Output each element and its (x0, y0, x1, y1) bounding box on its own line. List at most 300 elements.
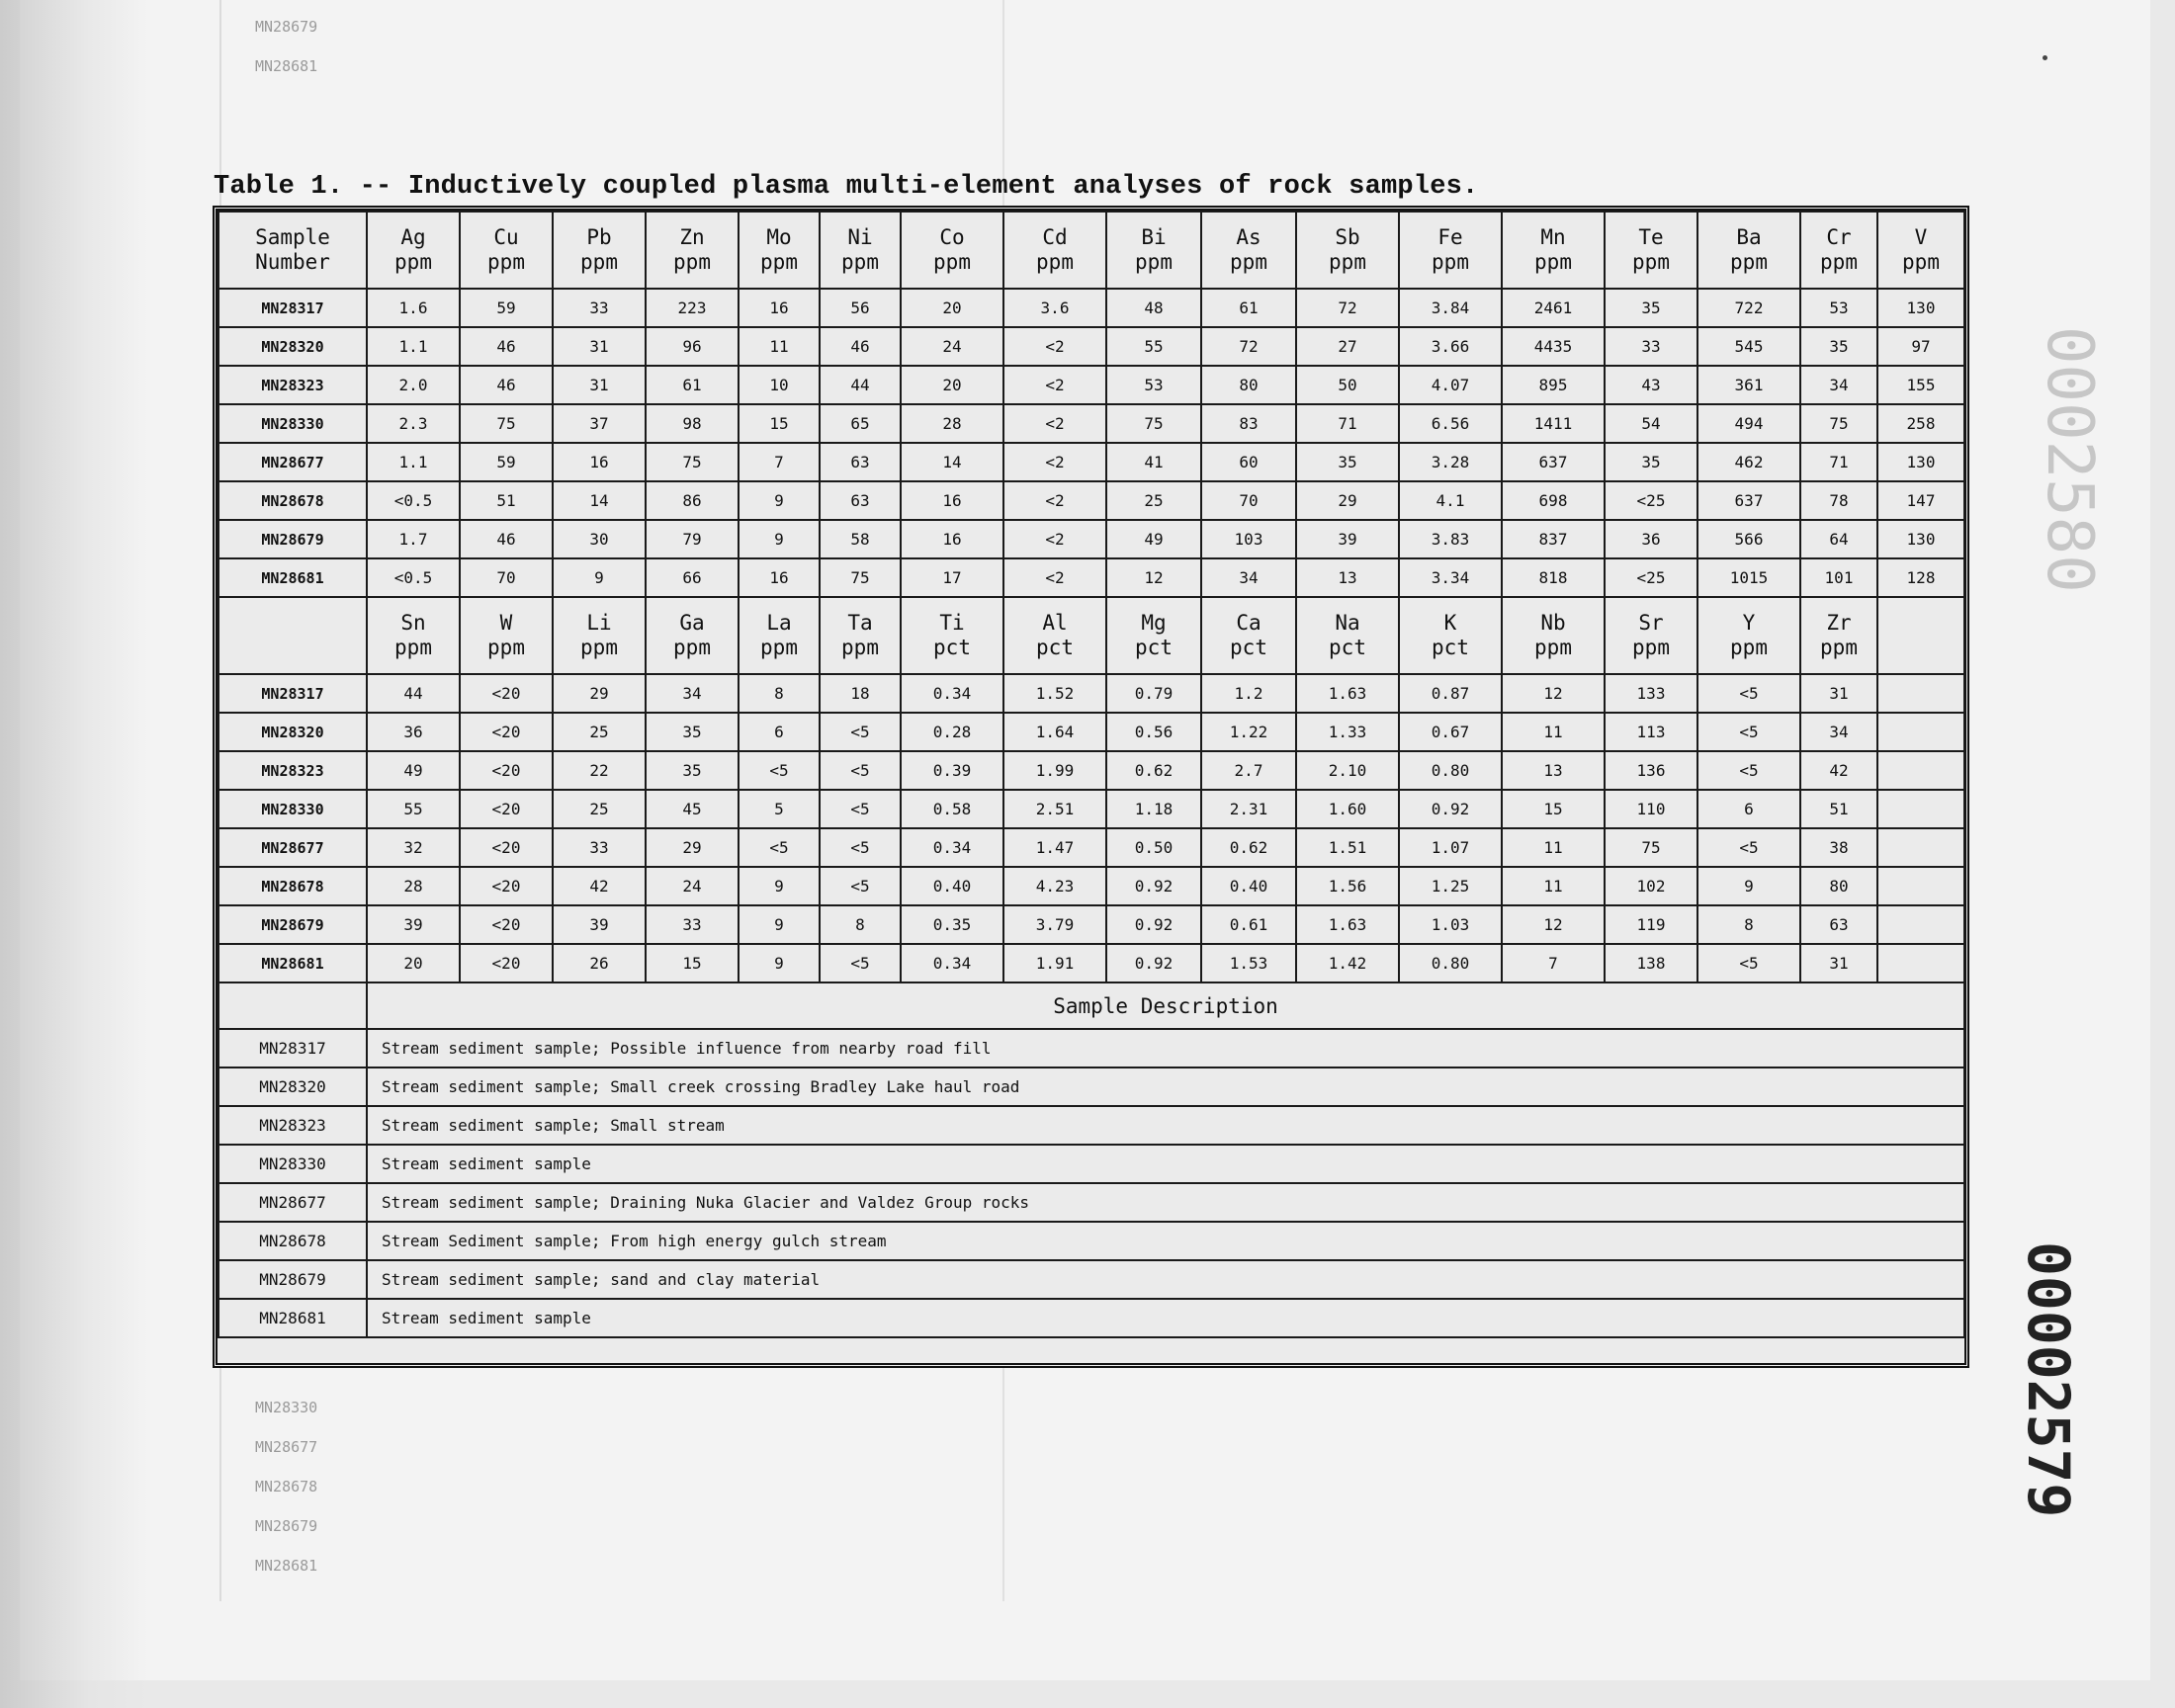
value-cell: 29 (553, 674, 646, 713)
element-symbol: Pb (586, 225, 612, 249)
value-cell: 17 (901, 558, 1003, 597)
description-header-row (218, 982, 1964, 1029)
value-cell: 72 (1296, 289, 1399, 327)
value-cell: 0.58 (901, 790, 1003, 828)
value-cell: 79 (646, 520, 739, 558)
value-cell: 80 (1201, 366, 1296, 404)
value-cell: 38 (1800, 828, 1877, 867)
column-header (1106, 597, 1201, 674)
value-cell: 4435 (1502, 327, 1605, 366)
element-symbol: Ca (1236, 611, 1262, 635)
value-cell: 0.87 (1399, 674, 1502, 713)
table-row (218, 790, 1964, 828)
value-cell: 46 (460, 520, 553, 558)
value-cell: 1.56 (1296, 867, 1399, 905)
value-cell: 637 (1697, 481, 1800, 520)
element-symbol: Ta (847, 611, 873, 635)
value-cell: <20 (460, 790, 553, 828)
value-cell: 6.56 (1399, 404, 1502, 443)
unit-label: ppm (1230, 250, 1267, 274)
sample-id: MN28323 (218, 1106, 367, 1145)
unit-label: ppm (1534, 636, 1572, 659)
sample-id: MN28679 (218, 905, 367, 944)
value-cell: 11 (1502, 828, 1605, 867)
table-row (218, 404, 1964, 443)
value-cell: 60 (1201, 443, 1296, 481)
value-cell (1877, 905, 1964, 944)
value-cell: <5 (739, 828, 820, 867)
sample-id: MN28330 (218, 1145, 367, 1183)
ghost-label: MN28677 (255, 1438, 318, 1456)
unit-label: ppm (580, 250, 618, 274)
column-header (1003, 597, 1106, 674)
table-row (218, 713, 1964, 751)
sample-description: Stream sediment sample; Possible influence from nearby road fill (367, 1029, 1964, 1068)
sample-description-header: Sample Description (367, 982, 1964, 1029)
column-header (1800, 597, 1877, 674)
element-symbol: Cd (1042, 225, 1068, 249)
value-cell: 86 (646, 481, 739, 520)
element-symbol: K (1443, 611, 1457, 635)
value-cell: 15 (739, 404, 820, 443)
value-cell: 9 (739, 481, 820, 520)
header-row (218, 597, 1964, 674)
element-symbol: W (499, 611, 513, 635)
unit-label: ppm (760, 636, 798, 659)
value-cell: 0.35 (901, 905, 1003, 944)
value-cell: 1.03 (1399, 905, 1502, 944)
sample-number-header (218, 597, 367, 674)
value-cell: <20 (460, 751, 553, 790)
value-cell: 130 (1877, 289, 1964, 327)
value-cell: 16 (901, 481, 1003, 520)
value-cell: 8 (739, 674, 820, 713)
value-cell (1877, 713, 1964, 751)
value-cell: 0.92 (1106, 944, 1201, 982)
description-row (218, 1299, 1964, 1337)
value-cell: 28 (367, 867, 460, 905)
unit-label: ppm (394, 636, 432, 659)
value-cell: 51 (1800, 790, 1877, 828)
value-cell: 494 (1697, 404, 1800, 443)
element-symbol: Mn (1540, 225, 1566, 249)
description-row (218, 1183, 1964, 1222)
value-cell (1877, 674, 1964, 713)
value-cell: 33 (1605, 327, 1697, 366)
value-cell: 1.53 (1201, 944, 1296, 982)
column-header (646, 597, 739, 674)
sample-description: Stream Sediment sample; From high energy gulch stream (367, 1222, 1964, 1260)
value-cell: <5 (1697, 713, 1800, 751)
value-cell: 818 (1502, 558, 1605, 597)
table-row (218, 289, 1964, 327)
value-cell: 837 (1502, 520, 1605, 558)
value-cell: 2.0 (367, 366, 460, 404)
value-cell: <2 (1003, 481, 1106, 520)
value-cell: 9 (739, 944, 820, 982)
value-cell: 26 (553, 944, 646, 982)
value-cell: 0.50 (1106, 828, 1201, 867)
value-cell: 4.1 (1399, 481, 1502, 520)
value-cell: 83 (1201, 404, 1296, 443)
ghost-label: MN28679 (255, 18, 318, 36)
value-cell: 27 (1296, 327, 1399, 366)
value-cell: 101 (1800, 558, 1877, 597)
element-symbol: Sb (1335, 225, 1360, 249)
value-cell: 462 (1697, 443, 1800, 481)
unit-label: ppm (487, 250, 525, 274)
sample-id: MN28679 (218, 520, 367, 558)
value-cell: 16 (901, 520, 1003, 558)
value-cell: 103 (1201, 520, 1296, 558)
value-cell: 9 (553, 558, 646, 597)
value-cell: 1.1 (367, 327, 460, 366)
sample-id: MN28678 (218, 1222, 367, 1260)
sample-id: MN28320 (218, 713, 367, 751)
value-cell: <25 (1605, 558, 1697, 597)
unit-label: ppm (1730, 636, 1768, 659)
value-cell: 1015 (1697, 558, 1800, 597)
value-cell: 10 (739, 366, 820, 404)
element-symbol: Sn (400, 611, 426, 635)
element-symbol: La (766, 611, 792, 635)
sample-id: MN28681 (218, 558, 367, 597)
value-cell: 3.34 (1399, 558, 1502, 597)
column-header (901, 212, 1003, 289)
value-cell: 71 (1296, 404, 1399, 443)
unit-label: ppm (580, 636, 618, 659)
value-cell: 0.79 (1106, 674, 1201, 713)
unit-label: ppm (1902, 250, 1940, 274)
value-cell: 35 (646, 751, 739, 790)
value-cell: 138 (1605, 944, 1697, 982)
value-cell: 0.92 (1106, 905, 1201, 944)
value-cell (1877, 790, 1964, 828)
unit-label: ppm (1632, 636, 1670, 659)
description-row (218, 1106, 1964, 1145)
sample-description: Stream sediment sample (367, 1145, 1964, 1183)
unit-label: ppm (673, 250, 711, 274)
value-cell: 31 (553, 327, 646, 366)
value-cell: 130 (1877, 520, 1964, 558)
description-row (218, 1260, 1964, 1299)
value-cell: 6 (1697, 790, 1800, 828)
value-cell: 75 (646, 443, 739, 481)
value-cell: <2 (1003, 404, 1106, 443)
value-cell: <5 (820, 790, 901, 828)
sample-description: Stream sediment sample (367, 1299, 1964, 1337)
unit-label: ppm (1329, 250, 1366, 274)
value-cell: <20 (460, 674, 553, 713)
value-cell: 34 (1800, 366, 1877, 404)
value-cell: <5 (1697, 828, 1800, 867)
value-cell: <20 (460, 713, 553, 751)
value-cell: 34 (1800, 713, 1877, 751)
ghost-label: MN28330 (255, 1399, 318, 1416)
value-cell: 14 (553, 481, 646, 520)
value-cell: 66 (646, 558, 739, 597)
value-cell: 25 (553, 790, 646, 828)
value-cell: 0.80 (1399, 944, 1502, 982)
column-header (1296, 212, 1399, 289)
value-cell: 28 (901, 404, 1003, 443)
column-header (1800, 212, 1877, 289)
element-symbol: Na (1335, 611, 1360, 635)
value-cell: 102 (1605, 867, 1697, 905)
value-cell: 63 (820, 443, 901, 481)
value-cell: 96 (646, 327, 739, 366)
value-cell: 41 (1106, 443, 1201, 481)
value-cell: <2 (1003, 520, 1106, 558)
description-row (218, 1222, 1964, 1260)
value-cell: 16 (553, 443, 646, 481)
column-header (1296, 597, 1399, 674)
sample-description: Stream sediment sample; Small creek crossing Bradley Lake haul road (367, 1068, 1964, 1106)
value-cell: 78 (1800, 481, 1877, 520)
sample-id: MN28323 (218, 366, 367, 404)
analysis-table (218, 211, 1965, 1338)
element-symbol: Bi (1141, 225, 1167, 249)
element-symbol: Ga (679, 611, 705, 635)
value-cell: <2 (1003, 366, 1106, 404)
value-cell (1877, 828, 1964, 867)
value-cell: 566 (1697, 520, 1800, 558)
element-symbol: Li (586, 611, 612, 635)
table-row (218, 828, 1964, 867)
value-cell: 13 (1296, 558, 1399, 597)
table-row (218, 558, 1964, 597)
value-cell: 3.79 (1003, 905, 1106, 944)
value-cell: 22 (553, 751, 646, 790)
description-row (218, 1029, 1964, 1068)
unit-label: ppm (1036, 250, 1074, 274)
column-header (1399, 212, 1502, 289)
value-cell: 2.3 (367, 404, 460, 443)
value-cell: <5 (820, 867, 901, 905)
column-header (646, 212, 739, 289)
value-cell: 16 (739, 558, 820, 597)
value-cell: <2 (1003, 443, 1106, 481)
unit-label: pct (1432, 636, 1469, 659)
value-cell: <5 (820, 828, 901, 867)
value-cell: 11 (739, 327, 820, 366)
value-cell: 698 (1502, 481, 1605, 520)
value-cell: 0.92 (1106, 867, 1201, 905)
value-cell: 46 (820, 327, 901, 366)
value-cell: 0.40 (901, 867, 1003, 905)
table-row (218, 366, 1964, 404)
value-cell: 61 (646, 366, 739, 404)
value-cell: 2.7 (1201, 751, 1296, 790)
column-header (367, 597, 460, 674)
column-header (1697, 597, 1800, 674)
value-cell: 75 (1800, 404, 1877, 443)
value-cell: 20 (901, 289, 1003, 327)
element-symbol: Co (939, 225, 965, 249)
header-row (218, 212, 1964, 289)
value-cell: <25 (1605, 481, 1697, 520)
element-symbol: Ag (400, 225, 426, 249)
value-cell: 44 (820, 366, 901, 404)
column-header (1201, 212, 1296, 289)
value-cell: 33 (553, 289, 646, 327)
value-cell: 24 (646, 867, 739, 905)
sample-id: MN28330 (218, 404, 367, 443)
value-cell: 9 (1697, 867, 1800, 905)
value-cell: 14 (901, 443, 1003, 481)
ghost-label: MN28678 (255, 1478, 318, 1495)
unit-label: pct (1329, 636, 1366, 659)
element-symbol: V (1914, 225, 1928, 249)
value-cell: 43 (1605, 366, 1697, 404)
column-header (367, 212, 460, 289)
table-row (218, 674, 1964, 713)
value-cell: 31 (553, 366, 646, 404)
value-cell: 895 (1502, 366, 1605, 404)
column-header (739, 597, 820, 674)
value-cell: 39 (1296, 520, 1399, 558)
value-cell: 0.92 (1399, 790, 1502, 828)
value-cell: 75 (460, 404, 553, 443)
value-cell: 53 (1106, 366, 1201, 404)
value-cell: 20 (367, 944, 460, 982)
value-cell: 59 (460, 443, 553, 481)
value-cell: 37 (553, 404, 646, 443)
unit-label: pct (1230, 636, 1267, 659)
value-cell: 71 (1800, 443, 1877, 481)
value-cell: 361 (1697, 366, 1800, 404)
value-cell: 34 (1201, 558, 1296, 597)
element-symbol: Ti (939, 611, 965, 635)
sample-id: MN28320 (218, 327, 367, 366)
value-cell: 35 (1605, 289, 1697, 327)
unit-label: pct (933, 636, 971, 659)
value-cell: 136 (1605, 751, 1697, 790)
page-number-stamp: 00002579 (2015, 1241, 2082, 1518)
value-cell: 97 (1877, 327, 1964, 366)
unit-label: ppm (760, 250, 798, 274)
value-cell: 48 (1106, 289, 1201, 327)
value-cell: 113 (1605, 713, 1697, 751)
value-cell: 35 (1296, 443, 1399, 481)
value-cell: 32 (367, 828, 460, 867)
ghost-label: MN28681 (255, 1557, 318, 1575)
value-cell: 4.23 (1003, 867, 1106, 905)
value-cell: 9 (739, 867, 820, 905)
value-cell: 11 (1502, 867, 1605, 905)
value-cell: 2.31 (1201, 790, 1296, 828)
value-cell: 75 (1605, 828, 1697, 867)
sample-id: MN28317 (218, 674, 367, 713)
column-header (739, 212, 820, 289)
value-cell: <20 (460, 867, 553, 905)
column-header (820, 212, 901, 289)
value-cell (1877, 751, 1964, 790)
value-cell: 63 (820, 481, 901, 520)
value-cell: 5 (739, 790, 820, 828)
sample-id: MN28330 (218, 790, 367, 828)
value-cell (1877, 867, 1964, 905)
element-symbol: Mo (766, 225, 792, 249)
table-row (218, 481, 1964, 520)
element-symbol: Al (1042, 611, 1068, 635)
table-row (218, 443, 1964, 481)
value-cell: 1.07 (1399, 828, 1502, 867)
value-cell: 61 (1201, 289, 1296, 327)
value-cell: 0.40 (1201, 867, 1296, 905)
value-cell: <5 (820, 944, 901, 982)
value-cell: 1.6 (367, 289, 460, 327)
unit-label: ppm (841, 636, 879, 659)
value-cell: 258 (1877, 404, 1964, 443)
unit-label: ppm (1730, 250, 1768, 274)
value-cell: 3.66 (1399, 327, 1502, 366)
sample-id: MN28677 (218, 443, 367, 481)
sample-id: MN28681 (218, 1299, 367, 1337)
value-cell: 98 (646, 404, 739, 443)
unit-label: ppm (487, 636, 525, 659)
sample-id: MN28681 (218, 944, 367, 982)
value-cell: 1.2 (1201, 674, 1296, 713)
table-title: Table 1. -- Inductively coupled plasma multi-element analyses of rock samples. (214, 172, 1479, 202)
value-cell: 16 (739, 289, 820, 327)
value-cell: 7 (739, 443, 820, 481)
value-cell: 0.62 (1106, 751, 1201, 790)
sample-id: MN28317 (218, 289, 367, 327)
column-header (460, 597, 553, 674)
value-cell: 39 (367, 905, 460, 944)
column-header (1502, 212, 1605, 289)
element-symbol: Zn (679, 225, 705, 249)
table-row (218, 751, 1964, 790)
value-cell: 13 (1502, 751, 1605, 790)
value-cell: 12 (1502, 905, 1605, 944)
value-cell: 0.34 (901, 828, 1003, 867)
value-cell: 1.18 (1106, 790, 1201, 828)
value-cell: 128 (1877, 558, 1964, 597)
element-symbol: Fe (1437, 225, 1463, 249)
element-symbol: Sr (1638, 611, 1664, 635)
value-cell: 63 (1800, 905, 1877, 944)
element-symbol: Cr (1826, 225, 1852, 249)
value-cell: <0.5 (367, 558, 460, 597)
value-cell: 56 (820, 289, 901, 327)
value-cell: 1.1 (367, 443, 460, 481)
table-row (218, 520, 1964, 558)
unit-label: ppm (1820, 636, 1858, 659)
value-cell: 637 (1502, 443, 1605, 481)
value-cell: 64 (1800, 520, 1877, 558)
value-cell: 119 (1605, 905, 1697, 944)
value-cell: <5 (820, 751, 901, 790)
column-header (1502, 597, 1605, 674)
value-cell: 1.51 (1296, 828, 1399, 867)
value-cell: 46 (460, 327, 553, 366)
element-symbol: Mg (1141, 611, 1167, 635)
value-cell: 49 (1106, 520, 1201, 558)
column-header (1605, 212, 1697, 289)
value-cell: 75 (1106, 404, 1201, 443)
column-header (1201, 597, 1296, 674)
column-header (1605, 597, 1697, 674)
value-cell: 545 (1697, 327, 1800, 366)
value-cell: 35 (1800, 327, 1877, 366)
value-cell: 44 (367, 674, 460, 713)
value-cell: 1.52 (1003, 674, 1106, 713)
value-cell: 0.39 (901, 751, 1003, 790)
table-row (218, 905, 1964, 944)
value-cell: <2 (1003, 327, 1106, 366)
